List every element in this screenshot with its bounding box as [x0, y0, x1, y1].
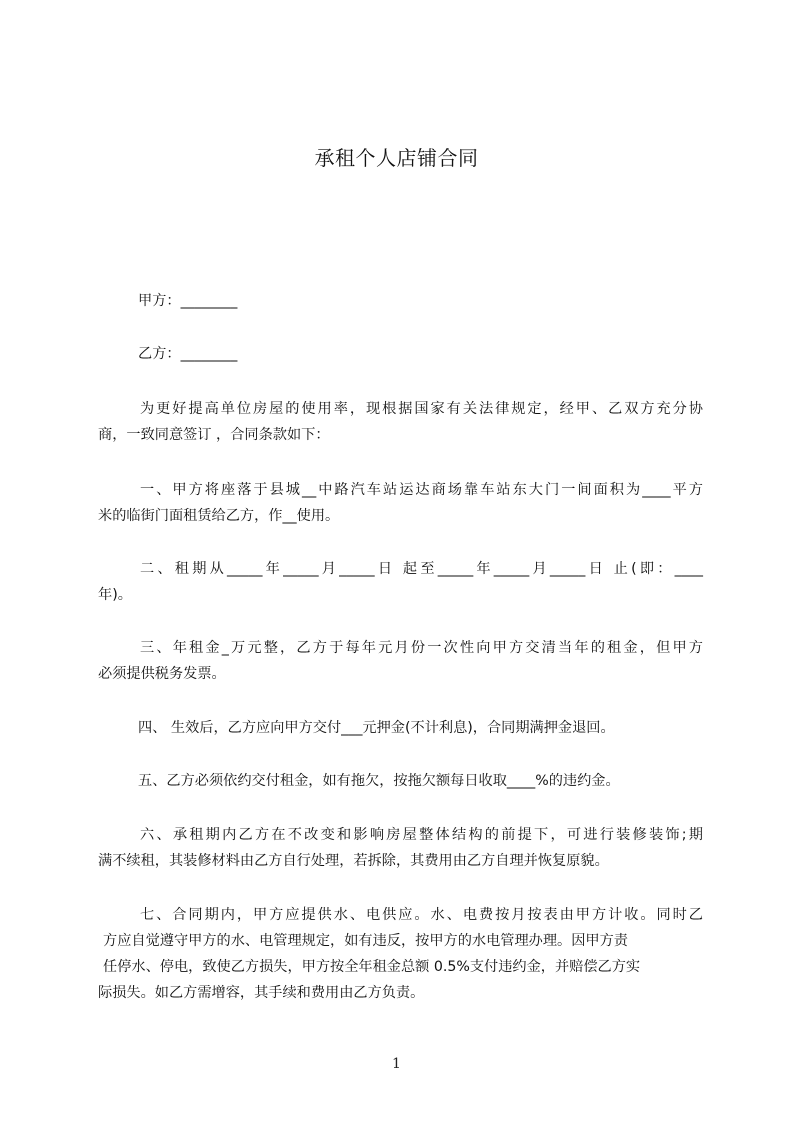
clause-4-line: 四、 生效后，乙方应向甲方交付___元押金(不计利息)，合同期满押金退回。 — [138, 720, 615, 736]
clause-6-line-2: 满不续租，其装修材料由乙方自行处理，若拆除，其费用由乙方自理并恢复原貌。 — [98, 853, 609, 869]
clause-5-line: 五、乙方必须依约交付租金，如有拖欠，按拖欠额每日收取____%的违约金。 — [138, 773, 620, 789]
clause-2-line-2: 年)。 — [98, 587, 132, 603]
clause-1-line-2: 米的临街门面租赁给乙方，作__使用。 — [98, 508, 340, 524]
document-title: 承租个人店铺合同 — [314, 146, 479, 170]
clause-3-line-1: 三、年租金_万元整，乙方于每年元月份一次性向甲方交清当年的租金，但甲方 — [140, 640, 703, 656]
clause-3-line-2: 必须提供税务发票。 — [98, 666, 226, 682]
party-a-line: 甲方：________ — [138, 293, 238, 309]
clause-6-line-1: 六、承租期内乙方在不改变和影响房屋整体结构的前提下，可进行装修装饰;期 — [140, 827, 703, 843]
intro-line-1: 为更好提高单位房屋的使用率，现根据国家有关法律规定，经甲、乙双方充分协 — [140, 401, 703, 417]
clause-7-line-1: 七、合同期内，甲方应提供水、电供应。水、电费按月按表由甲方计收。同时乙 — [140, 907, 703, 923]
clause-7-line-4: 际损失。如乙方需增容，其手续和费用由乙方负责。 — [98, 985, 425, 1001]
page-number: 1 — [392, 1056, 401, 1072]
clause-2-line-1: 二、租期从_____年_____月_____日 起至_____年_____月_____日 止(即：____ — [140, 561, 703, 577]
clause-1-line-1: 一、甲方将座落于县城__中路汽车站运达商场靠车站东大门一间面积为____平方 — [140, 482, 703, 498]
clause-7-line-2: 方应自觉遵守甲方的水、电管理规定，如有违反，按甲方的水电管理办理。因甲方责 — [103, 933, 628, 949]
party-b-line: 乙方：________ — [138, 346, 238, 362]
clause-7-line-3: 任停水、停电，致使乙方损失，甲方按全年租金总额 0.5%支付违约金，并赔偿乙方实 — [103, 959, 641, 975]
intro-line-2: 商，一致同意签订 ，合同条款如下： — [98, 427, 330, 443]
